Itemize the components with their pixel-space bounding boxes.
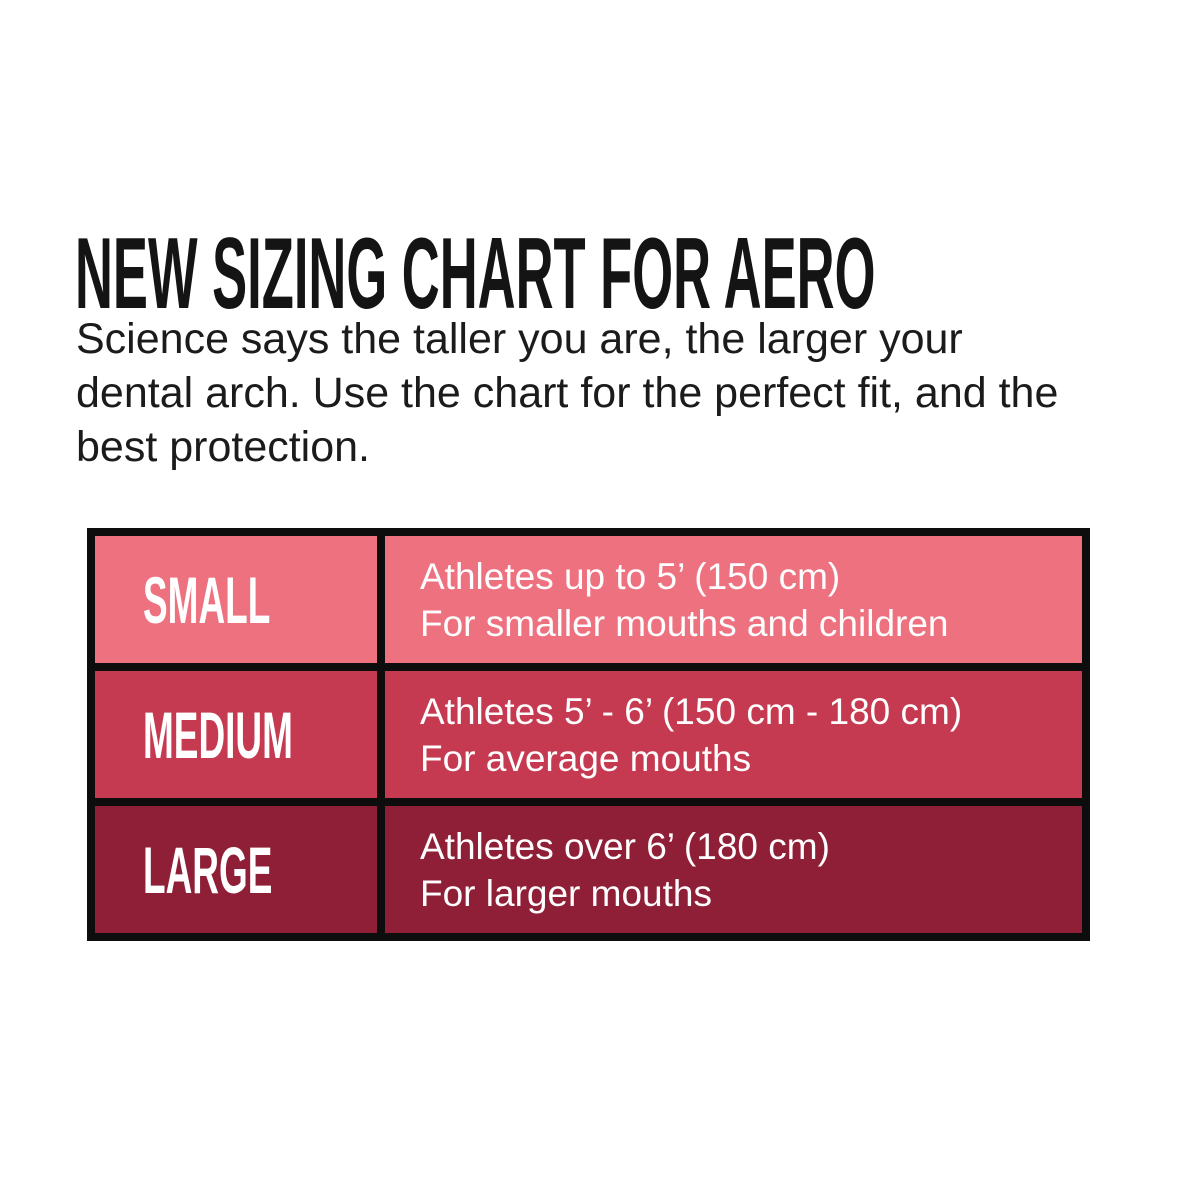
subtitle <box>76 312 1058 474</box>
subtitle-line-1: Science says the taller you are, the larger your <box>76 315 963 363</box>
size-label-medium: MEDIUM <box>143 697 293 772</box>
table-row-medium-description-cell <box>385 671 1082 798</box>
page-title: NEW SIZING CHART FOR AERO <box>75 218 876 330</box>
table-row-large-description-cell <box>385 806 1082 933</box>
subtitle-line-2: dental arch. Use the chart for the perfect fit, and the <box>76 369 1059 417</box>
table-row-small-label-cell <box>95 536 377 663</box>
description-line-2: For average mouths <box>420 737 752 779</box>
description-line-1: Athletes up to 5’ (150 cm) <box>420 555 841 597</box>
description-line-1: Athletes over 6’ (180 cm) <box>420 825 830 867</box>
size-label-small: SMALL <box>143 562 271 637</box>
table-row-large-label-cell <box>95 806 377 933</box>
table-row-medium-label-cell <box>95 671 377 798</box>
table-row-small-description-cell <box>385 536 1082 663</box>
description-line-2: For smaller mouths and children <box>420 602 949 644</box>
subtitle-line-3: best protection. <box>76 423 371 471</box>
description-line-2: For larger mouths <box>420 872 712 914</box>
size-label-large: LARGE <box>143 832 273 907</box>
sizing-table <box>87 528 1090 941</box>
description-line-1: Athletes 5’ - 6’ (150 cm - 180 cm) <box>420 690 963 732</box>
